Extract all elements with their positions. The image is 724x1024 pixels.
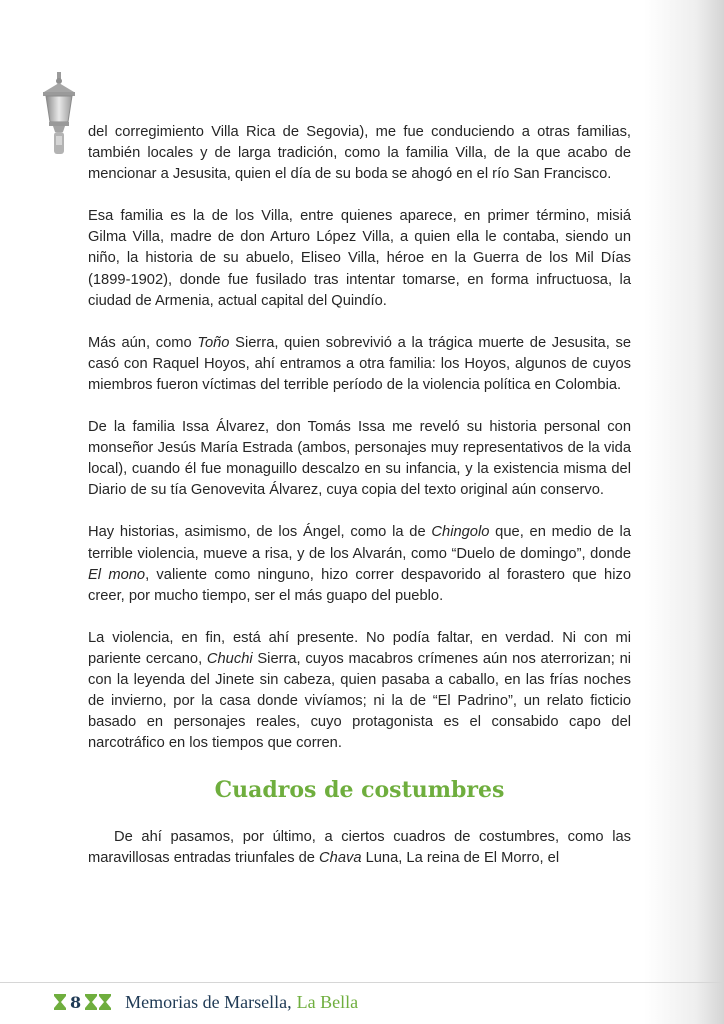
paragraph — [88, 417, 631, 501]
page-edge-shadow — [644, 0, 724, 1024]
text-run: Sierra, cuyos macabros crímenes aún nos aterrorizan; ni con la leyenda del Jinete sin cabeza, quien pasaba a caballo, en las frías noches de invierno, por la casa donde vivíamos; ni la de “El Padrino”, un relato ficticio basado en personajes reales, cuyo protagonista es el consabido capo del narcotráfico en los tiempos que corren. — [88, 650, 632, 752]
book-subtitle: La Bella — [296, 991, 359, 1012]
text-run: De la familia Issa Álvarez, don Tomás Issa me reveló su historia personal con monseñor Jesús María Estrada (ambos, personajes muy representativos de la vida local), cuando él fue monaguillo descalzo en su infancia, y la existencia misma del Diario de su tía Genovevita Álvarez, cuya copia del texto original aún conservo. — [88, 419, 631, 499]
text-run: Luna, La reina de El Morro, el — [361, 850, 560, 867]
italic-text: El mono — [88, 566, 146, 583]
italic-text: Chuchi — [206, 650, 253, 667]
text-run: del corregimiento Villa Rica de Segovia), me fue conduciendo a otras familias, también locales y de larga tradición, como la familia Villa, de la que acabo de mencionar a Jesusita, quien el día de su boda se ahogó en el río San Francisco. — [88, 124, 631, 183]
paragraph — [88, 333, 631, 396]
main-text — [88, 122, 631, 891]
footer-divider — [0, 982, 724, 983]
hourglass-ornament-icon — [99, 994, 111, 1010]
body-paragraphs — [88, 122, 631, 754]
final-paragraph — [88, 827, 631, 869]
text-run: Hay historias, asimismo, de los Ángel, como la de — [88, 524, 432, 541]
italic-text: Chingolo — [431, 524, 490, 541]
paragraph — [88, 122, 631, 185]
text-run: que, en medio de la terrible violencia, mueve a risa, y de los Alvarán, como “Duelo de domingo”, donde — [88, 524, 631, 562]
paragraph — [88, 206, 631, 311]
text-run: , valiente como ninguno, hizo correr despavorido al forastero que hizo creer, por mucho tiempo, ser el más guapo del pueblo. — [88, 566, 631, 604]
hourglass-ornament-icon — [54, 994, 66, 1010]
italic-text: Toño — [197, 334, 230, 351]
text-run: Esa familia es la de los Villa, entre quienes aparece, en primer término, misiá Gilma Villa, madre de don Arturo López Villa, a quien ella le contaba, siendo un niño, la historia de su abuelo, Eliseo Villa, héroe en la Guerra de los Mil Días (1899-1902), donde fue fusilado tras intentar tomarse, en forma infructuosa, la ciudad de Armenia, actual capital del Quindío. — [88, 208, 631, 309]
book-title: Memorias de Marsella, — [125, 991, 292, 1012]
page-number: 8 — [70, 992, 82, 1012]
section-heading: Cuadros de costumbres — [214, 777, 505, 804]
text-run: Más aún, como — [88, 334, 198, 351]
hourglass-ornament-icon — [85, 994, 97, 1010]
text-run: La violencia, en fin, está ahí presente. No podía faltar, en verdad. Ni con mi pariente cercano, — [88, 629, 631, 667]
italic-text: Chava — [319, 850, 362, 867]
page-footer — [54, 990, 358, 1014]
paragraph — [88, 522, 631, 606]
street-lamp-icon — [40, 72, 78, 154]
paragraph — [88, 628, 631, 755]
text-run: De ahí pasamos, por último, a ciertos cuadros de costumbres, como las maravillosas entradas triunfales de — [88, 829, 631, 867]
text-run: Sierra, quien sobrevivió a la trágica muerte de Jesusita, se casó con Raquel Hoyos, ahí entramos a otra familia: los Hoyos, algunos de cuyos miembros fueron víctimas del terrible período de la violencia política en Colombia. — [88, 334, 631, 393]
